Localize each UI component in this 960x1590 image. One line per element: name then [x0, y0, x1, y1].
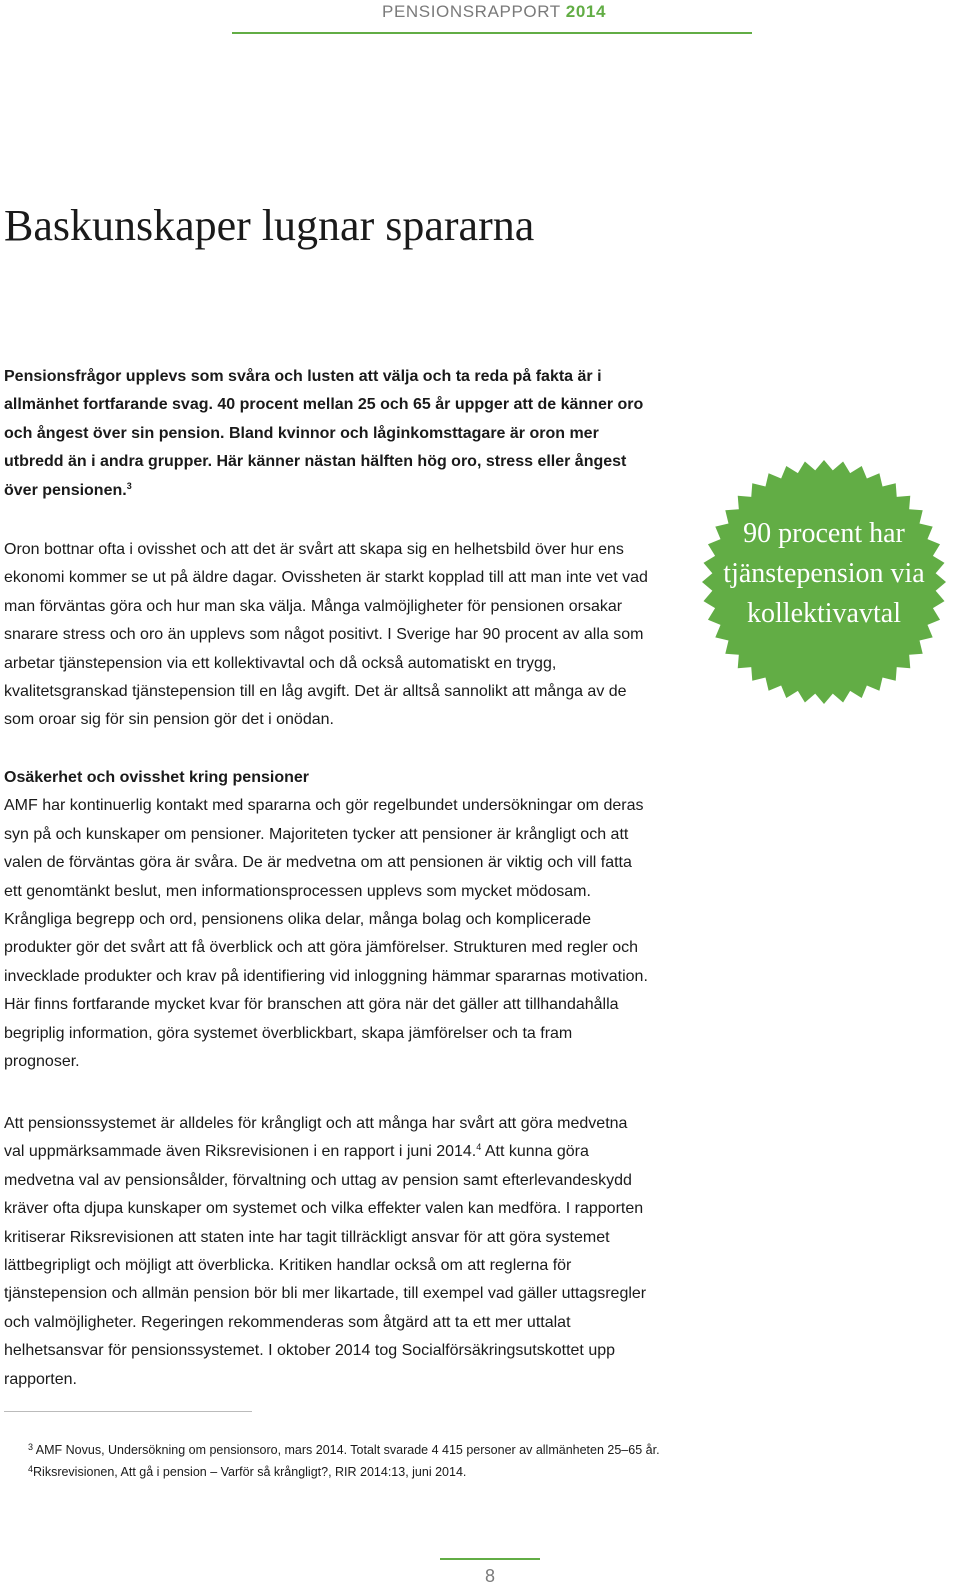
footnote-4: [28, 1460, 748, 1482]
page-title: Baskunskaper lugnar spararna: [4, 201, 535, 250]
header-title: [382, 2, 606, 22]
badge-line-1: 90 procent har: [743, 518, 905, 549]
page-number: 8: [484, 1566, 495, 1586]
page-number-divider: [440, 1558, 540, 1560]
body-paragraph-1: Oron bottnar ofta i ovisshet och att det är svårt att skapa sig en helhetsbild över hur ens ekonomi kommer se ut på äldre dagar. Ovissheten är starkt kopplad till att man inte vet vad man förväntas göra och hur man ska välja. Många valmöjligheter för pensionen orsakar snarare stress och oro än upplevs som något positivt. I Sverige har 90 procent av alla som arbetar tjänstepension via ett kollektivavtal och då också automatiskt en trygg, kvalitetsgranskad tjänstepension till en låg avgift. Det är alltså sannolikt att många av de som oroar sig för sin pension gör det i onödan.: [4, 541, 648, 729]
section-heading: Osäkerhet och ovisshet kring pensioner: [4, 769, 309, 786]
badge-text: [700, 514, 948, 634]
lead-text: Pensionsfrågor upplevs som svåra och lusten att välja och ta reda på fakta är i allmänhet fortfarande svag. 40 procent mellan 25 och 65 år uppger att de känner oro och ångest över sin pension. Bland kvinnor och låginkomsttagare är oron mer utbredd än i andra grupper. Här känner nästan hälften hög oro, stress eller ångest över pensionen.: [4, 368, 644, 499]
paragraph-3-part-1: Att pensionssystemet är alldeles för krångligt och att många har svårt att göra medvetna val uppmärksammade även Riksrevisionen i en rapport i juni 2014.: [4, 1115, 628, 1161]
page-header: [232, 0, 752, 34]
badge-line-2: tjänstepension via: [723, 558, 925, 589]
section-uncertainty: [4, 764, 650, 1076]
body-paragraph-3: [4, 1110, 650, 1394]
footnote-number: 3: [28, 1442, 34, 1452]
footnotes: [28, 1438, 748, 1482]
footnote-divider: [4, 1411, 252, 1412]
highlight-badge: [700, 458, 948, 706]
footnote-ref-3: 3: [126, 480, 132, 491]
header-publication: PENSIONSRAPPORT: [382, 2, 561, 21]
badge-line-3: kollektivavtal: [747, 598, 901, 629]
footnote-ref-4: 4: [476, 1142, 482, 1153]
footnote-text: Riksrevisionen, Att gå i pension – Varför så krångligt?, RIR 2014:13, juni 2014.: [33, 1465, 467, 1479]
footnote-3: [28, 1438, 748, 1460]
footnote-number: 4: [28, 1464, 34, 1474]
header-year: 2014: [565, 2, 606, 21]
paragraph-3-part-2: Att kunna göra medvetna val av pensionsålder, förvaltning och uttag av pension samt efterlevandeskydd kräver ofta djupa kunskaper om systemet och vilka effekter valen kan medföra. I rapporten kritiserar Riksrevisionen att staten inte har tagit tillräckligt ansvar för att göra systemet lättbegripligt och möjligt att överblicka. Kritiken handlar också om att reglerna för tjänstepension och allmän pension bör bli mer likartade, till exempel vad gäller uttagsregler och valmöjligheter. Regeringen rekommenderas som åtgärd att ta ett mer uttalat helhetsansvar för pensionssystemet. I oktober 2014 tog Socialförsäkringsutskottet upp rapporten.: [4, 1143, 647, 1388]
footnote-text: AMF Novus, Undersökning om pensionsoro, mars 2014. Totalt svarade 4 415 personer av allmänheten 25–65 år.: [33, 1443, 660, 1457]
lead-paragraph: [4, 363, 654, 505]
section-paragraph: AMF har kontinuerlig kontakt med spararna och gör regelbundet undersökningar om deras syn på och kunskaper om pensioner. Majoriteten tycker att pensioner är krångligt och att valen de förväntas göra är svåra. De är medvetna om att pensionen är viktig och vill fatta ett genomtänkt beslut, men informationsprocessen upplevs som mycket mödosam. Krångliga begrepp och ord, pensionens olika delar, många bolag och komplicerade produkter gör det svårt att få överblick och att göra jämförelser. Strukturen med regler och invecklade produkter och krav på identifiering vid inloggning hämmar spararnas motivation. Här finns fortfarande mycket kvar för branschen att göra när det gäller att tillhandahålla begriplig information, göra systemet överblickbart, skapa jämförelser och ta fram prognoser.: [4, 797, 648, 1071]
